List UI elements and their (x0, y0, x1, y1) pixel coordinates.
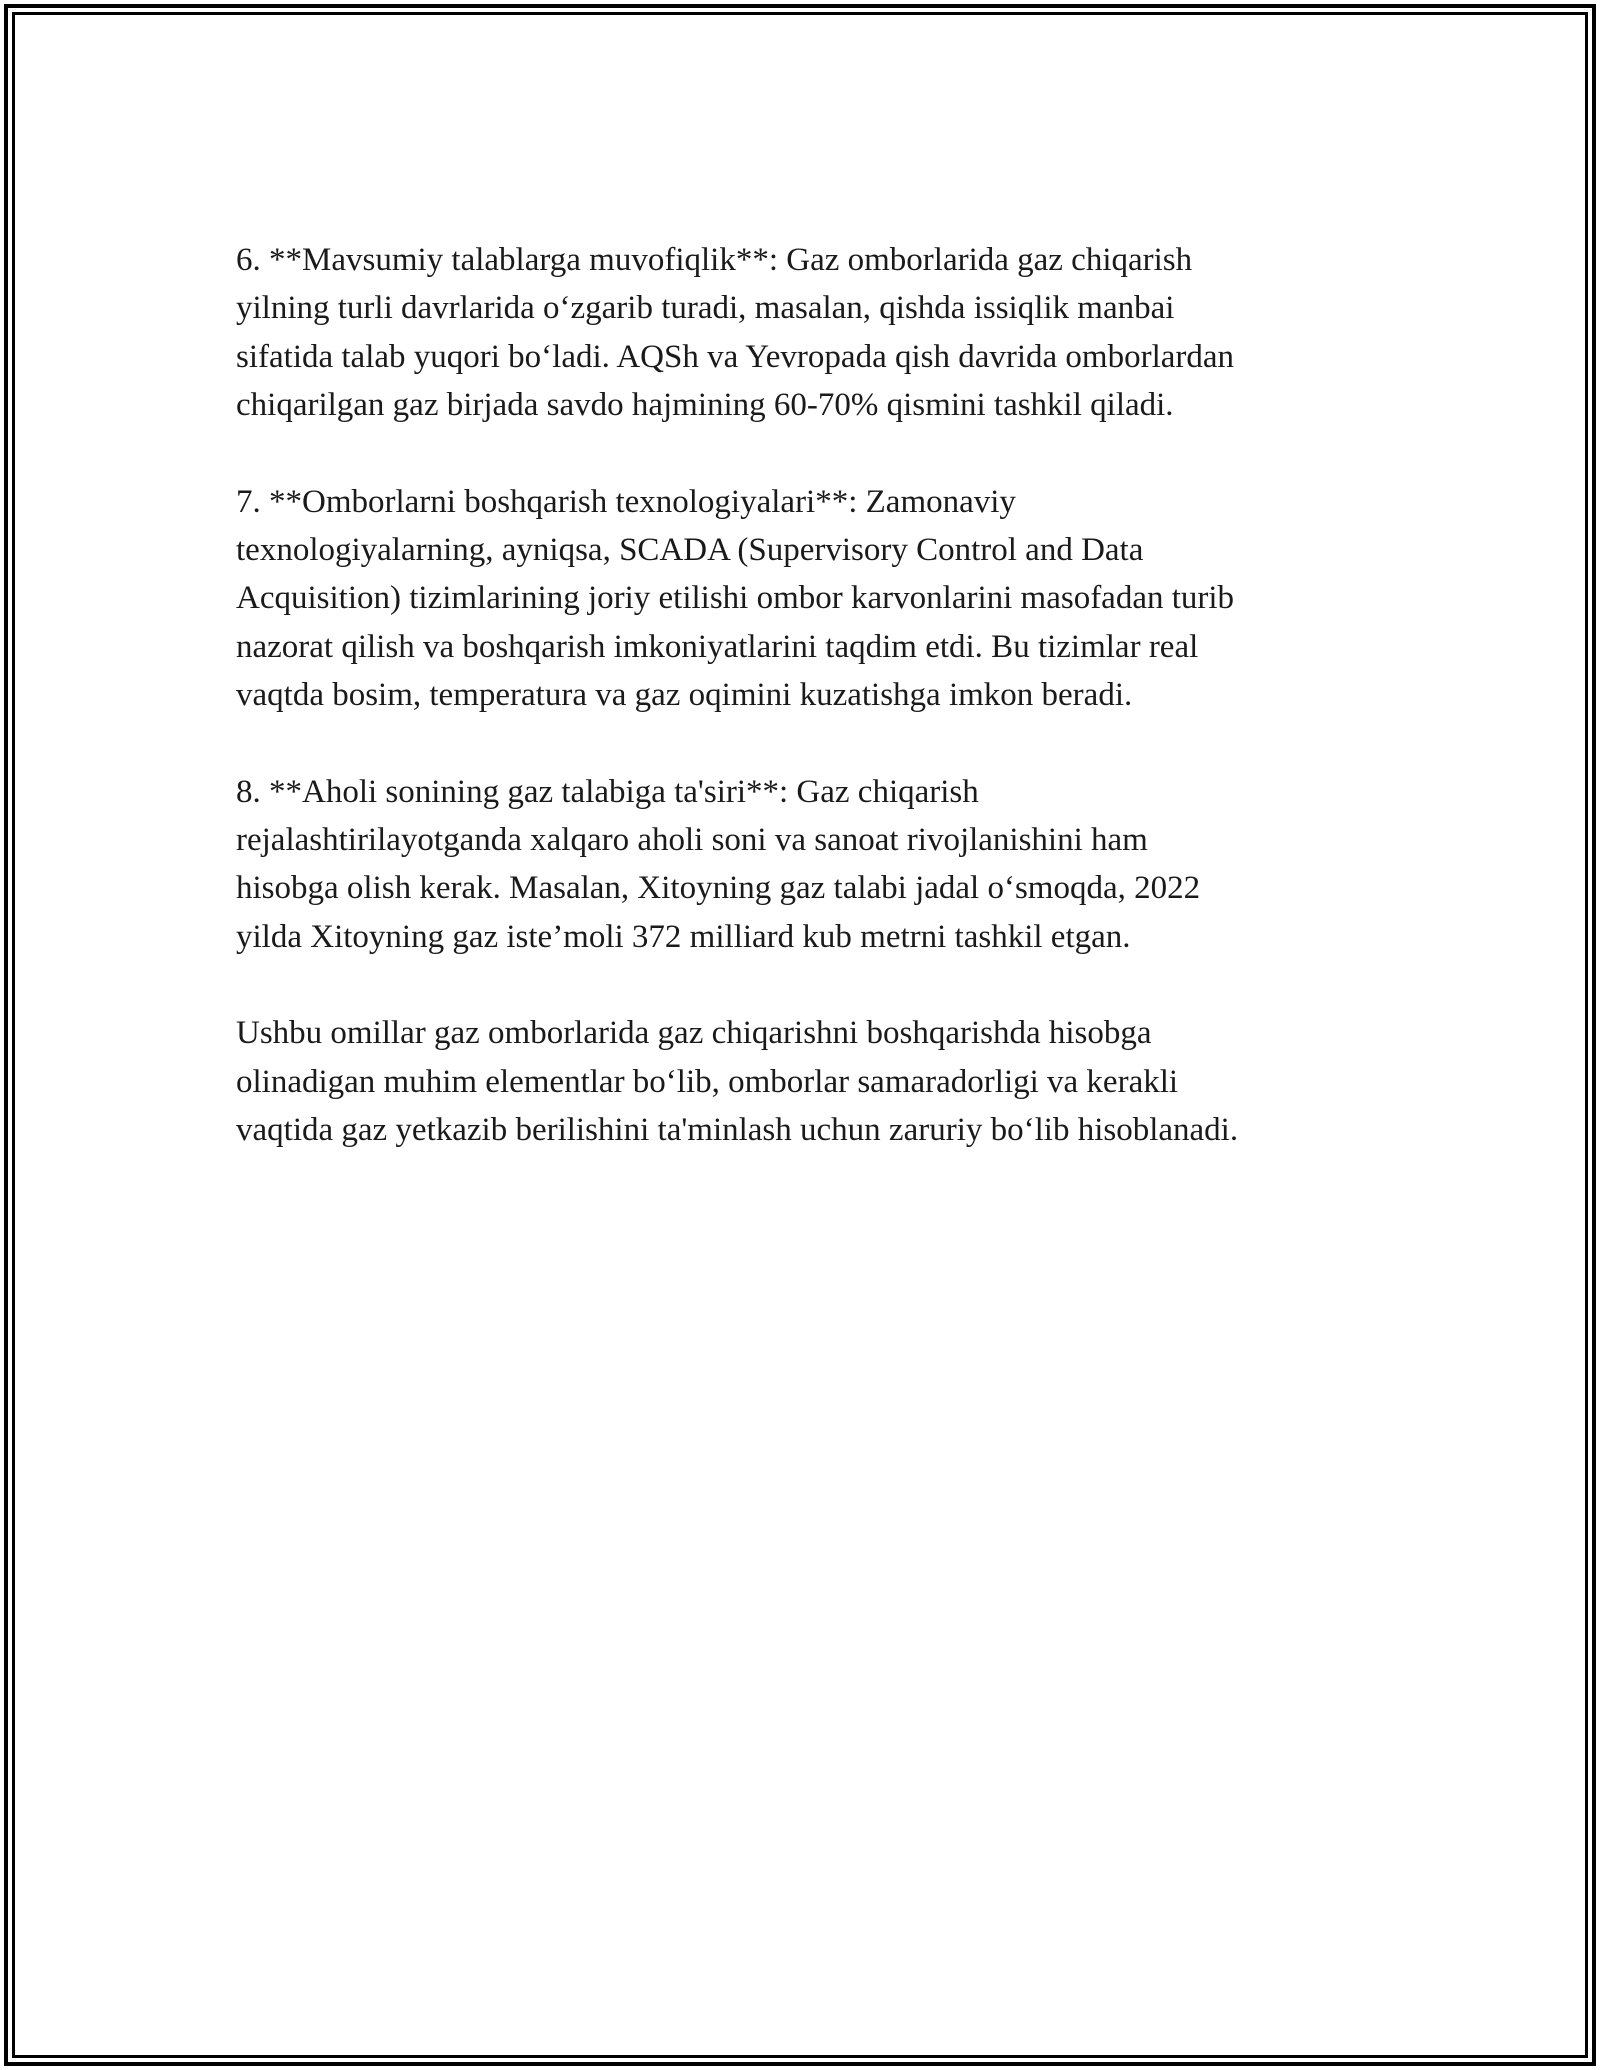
paragraph-conclusion: Ushbu omillar gaz omborlarida gaz chiqarishni boshqarishda hisobga olinadigan muhim elementlar bo‘lib, omborlar samaradorligi va kerakli vaqtida gaz yetkazib berilishini ta'minlash uchun zaruriy bo‘lib hisoblanadi. (236, 1015, 1239, 1149)
document-body (236, 236, 1366, 1203)
paragraph-item-8: 8. **Aholi sonining gaz talabiga ta'siri**: Gaz chiqarish rejalashtirilayotganda xalqaro aholi soni va sanoat rivojlanishini ham hisobga olish kerak. Masalan, Xitoyning gaz talabi jadal o‘smoqda, 2022 yilda Xitoyning gaz iste’moli 372 milliard kub metrni tashkil etgan. (236, 773, 1201, 955)
paragraph-item-7: 7. **Omborlarni boshqarish texnologiyalari**: Zamonaviy texnologiyalarning, ayniqsa, SCADA (Supervisory Control and Data Acquisition) tizimlarining joriy etilishi ombor karvonlarini masofadan turib nazorat qilish va boshqarish imkoniyatlarini taqdim etdi. Bu tizimlar real vaqtda bosim, temperatura va gaz oqimini kuzatishga imkon beradi. (236, 483, 1235, 714)
paragraph-item-6: 6. **Mavsumiy talablarga muvofiqlik**: Gaz omborlarida gaz chiqarish yilning turli davrlarida o‘zgarib turadi, masalan, qishda issiqlik manbai sifatida talab yuqori bo‘ladi. AQSh va Yevropada qish davrida omborlardan chiqarilgan gaz birjada savdo hajmining 60-70% qismini tashkil qiladi. (236, 242, 1235, 424)
